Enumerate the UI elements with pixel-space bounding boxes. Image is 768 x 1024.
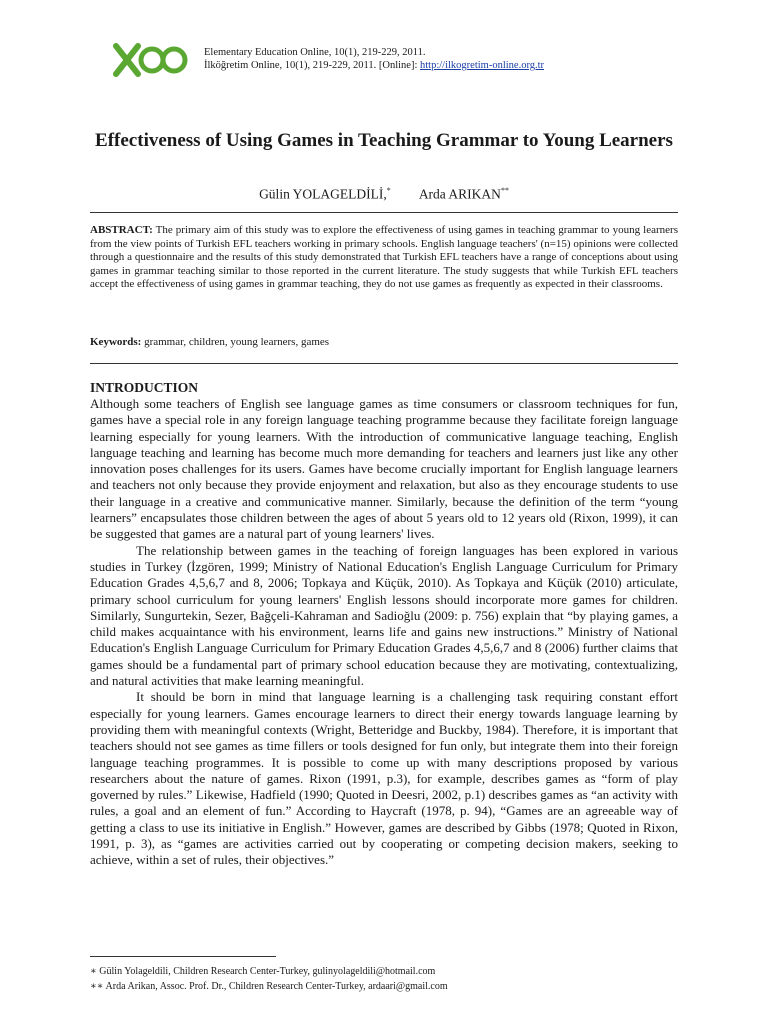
keywords-text: grammar, children, young learners, games — [144, 336, 330, 348]
abstract-text: The primary aim of this study was to explore the effectiveness of using games in teaching grammar to young learners from the view points of Turkish EFL teachers working in primary schools. English language teachers' (n=15) opinions were collected through a questionnaire and the results of this study demonstrated that Turkish EFL teachers have a range of conceptions about using games in grammar teaching similar to those reported in the current literature. The study suggests that while Turkish EFL teachers accept the effectiveness of using games in grammar teaching, they do not use games as frequently as expected in their classrooms. — [90, 224, 678, 291]
journal-line-turkish — [204, 59, 544, 72]
footnotes — [90, 964, 690, 994]
author-line — [60, 186, 708, 203]
author-1-name: Gülin YOLAGELDİLİ, — [259, 186, 387, 202]
author-2-name: Arda ARIKAN — [418, 186, 501, 202]
footnote-divider — [90, 956, 276, 957]
elementary-education-online-logo-icon — [108, 40, 188, 80]
journal-header — [108, 40, 708, 80]
abstract-label: ABSTRACT: — [90, 224, 153, 236]
journal-line-english: Elementary Education Online, 10(1), 219-229, 2011. — [204, 47, 426, 58]
author-1-footnote-mark[interactable]: * — [386, 186, 391, 195]
section-heading-introduction: INTRODUCTION — [90, 380, 199, 395]
footnote-1: ∗ Gülin Yolageldili, Children Research Center-Turkey, gulinyolageldili@hotmail.com — [90, 966, 436, 977]
keywords-label: Keywords: — [90, 336, 142, 348]
introduction-body — [90, 396, 678, 869]
footnote-2: ∗∗ Arda Arikan, Assoc. Prof. Dr., Children Research Center-Turkey, ardaari@gmail.com — [90, 981, 448, 992]
paragraph-3: It should be born in mind that language learning is a challenging task requiring constant effort especially for young learners. Games encourage learners to direct their energy towards language learning by providing them with meaningful contexts (Wright, Betteridge and Buckby, 1984). Therefore, it is important that teachers should not see games as time fillers or tools designed for fun only, but integrate them into their foreign language teaching programmes. It is possible to come up with many descriptions proposed by various researchers about the nature of games. Rixon (1991, p.3), for example, describes games as “form of play governed by rules.” Likewise, Hadfield (1990; Quoted in Deesri, 2002, p.1) describes games as “an activity with rules, a goal and an element of fun.” According to Haycraft (1978, p. 94), “Games are an agreeable way of getting a class to use its initiative in English.” However, games are described by Gibbs (1978; Quoted in Rixon, 1991, p. 3), as “games are activities carried out by cooperating or competing decision makers, seeking to achieve, within a set of rules, their objectives.” — [90, 689, 678, 868]
journal-citation — [204, 46, 544, 72]
author-2-footnote-mark[interactable]: ** — [500, 186, 509, 195]
keywords — [90, 336, 678, 348]
journal-line-turkish-text: İlköğretim Online, 10(1), 219-229, 2011. [Online]: — [204, 60, 418, 71]
paragraph-2: The relationship between games in the teaching of foreign languages has been explored in various studies in Turkey (İzgören, 1999; Ministry of National Education's English Language Curriculum for Primary Education Grades 4,5,6,7 and 8, 2006; Topkaya and Küçük, 2010). As Topkaya and Küçük (2010) articulate, primary school curriculum for young learners' English lessons should incorporate more games for children. Similarly, Sungurtekin, Sezer, Bağçeli-Kahraman and Sadioğlu (2009: p. 756) explain that “by playing games, a child makes acquaintance with his environment, learns life and gains new instructions.” Ministry of National Education's English Language Curriculum for Primary Education Grades 4,5,6,7 and 8 (2006) further claims that games should be a fundamental part of primary school education because they are motivating, contextualizing, and natural activities that make learning meaningful. — [90, 542, 678, 689]
abstract — [90, 224, 678, 292]
journal-url-link[interactable]: http://ilkogretim-online.org.tr — [420, 60, 545, 71]
paper-title: Effectiveness of Using Games in Teaching Grammar to Young Learners — [95, 130, 673, 151]
paragraph-1: Although some teachers of English see language games as time consumers or classroom techniques for fun, games have a special role in any foreign language teaching programme because they facilitate foreign language learning especially for young learners. With the introduction of communicative language teaching, English language teaching and learning has become much more demanding for teachers and learners just like any other innovation poses challenges for its users. Games have become crucially important for English language learners and teachers not only because they provide enjoyment and relaxation, but also as they encourage students to use their language in a creative and communicative manner. Similarly, because the definition of the term “young learners” encapsulates those children between the ages of about 5 years old to 12 years old (Rixon, 1999), it can be suggested that games are a natural part of young learners' lives. — [90, 396, 678, 542]
abstract-box — [90, 212, 678, 364]
